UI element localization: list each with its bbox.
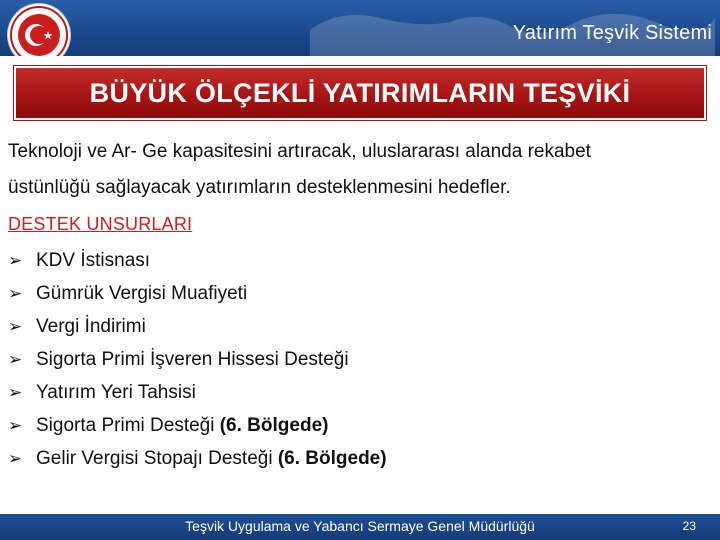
arrowhead-bullet-icon: ➢ [8,250,23,270]
footer-bar [0,514,720,540]
intro-line: Teknoloji ve Ar- Ge kapasitesini artıracak, uluslararası alanda rekabet [8,141,591,162]
intro-line: üstünlüğü sağlayacak yatırımların desteklenmesini hedefler. [8,177,511,198]
list-item-text: Gelir Vergisi Stopajı Desteği [36,447,278,469]
emblem-icon [8,4,70,56]
list-item-text: Gümrük Vergisi Muafiyeti [36,282,248,304]
footer-text: Teşvik Uygulama ve Yabancı Sermaye Genel Müdürlüğü [185,518,535,534]
list-item-text: Vergi İndirimi [36,315,146,337]
section-heading: DESTEK UNSURLARI [8,214,193,234]
support-list [8,244,387,475]
list-item [8,343,387,376]
arrowhead-bullet-icon: ➢ [8,448,23,468]
list-item-text: Sigorta Primi İşveren Hissesi Desteği [36,348,349,370]
list-item [8,310,387,343]
header-title: Yatırım Teşvik Sistemi [512,22,712,44]
list-item [8,244,387,277]
list-item [8,376,387,409]
list-item [8,442,387,475]
arrowhead-bullet-icon: ➢ [8,316,23,336]
intro-paragraph [8,134,714,206]
arrowhead-bullet-icon: ➢ [8,283,23,303]
list-item-qualifier: (6. Bölgede) [219,414,329,436]
list-item-qualifier: (6. Bölgede) [277,447,387,469]
list-item [8,409,387,442]
arrowhead-bullet-icon: ➢ [8,415,23,435]
list-item-text: Yatırım Yeri Tahsisi [36,381,196,403]
list-item [8,277,387,310]
arrowhead-bullet-icon: ➢ [8,349,23,369]
list-item-text: KDV İstisnası [36,249,151,271]
arrowhead-bullet-icon: ➢ [8,382,23,402]
page-number: 23 [682,519,696,533]
header-bar [0,0,720,56]
page-title: BÜYÜK ÖLÇEKLİ YATIRIMLARIN TEŞVİKİ [89,77,631,108]
list-item-text: Sigorta Primi Desteği [36,414,220,436]
title-banner [14,66,706,120]
